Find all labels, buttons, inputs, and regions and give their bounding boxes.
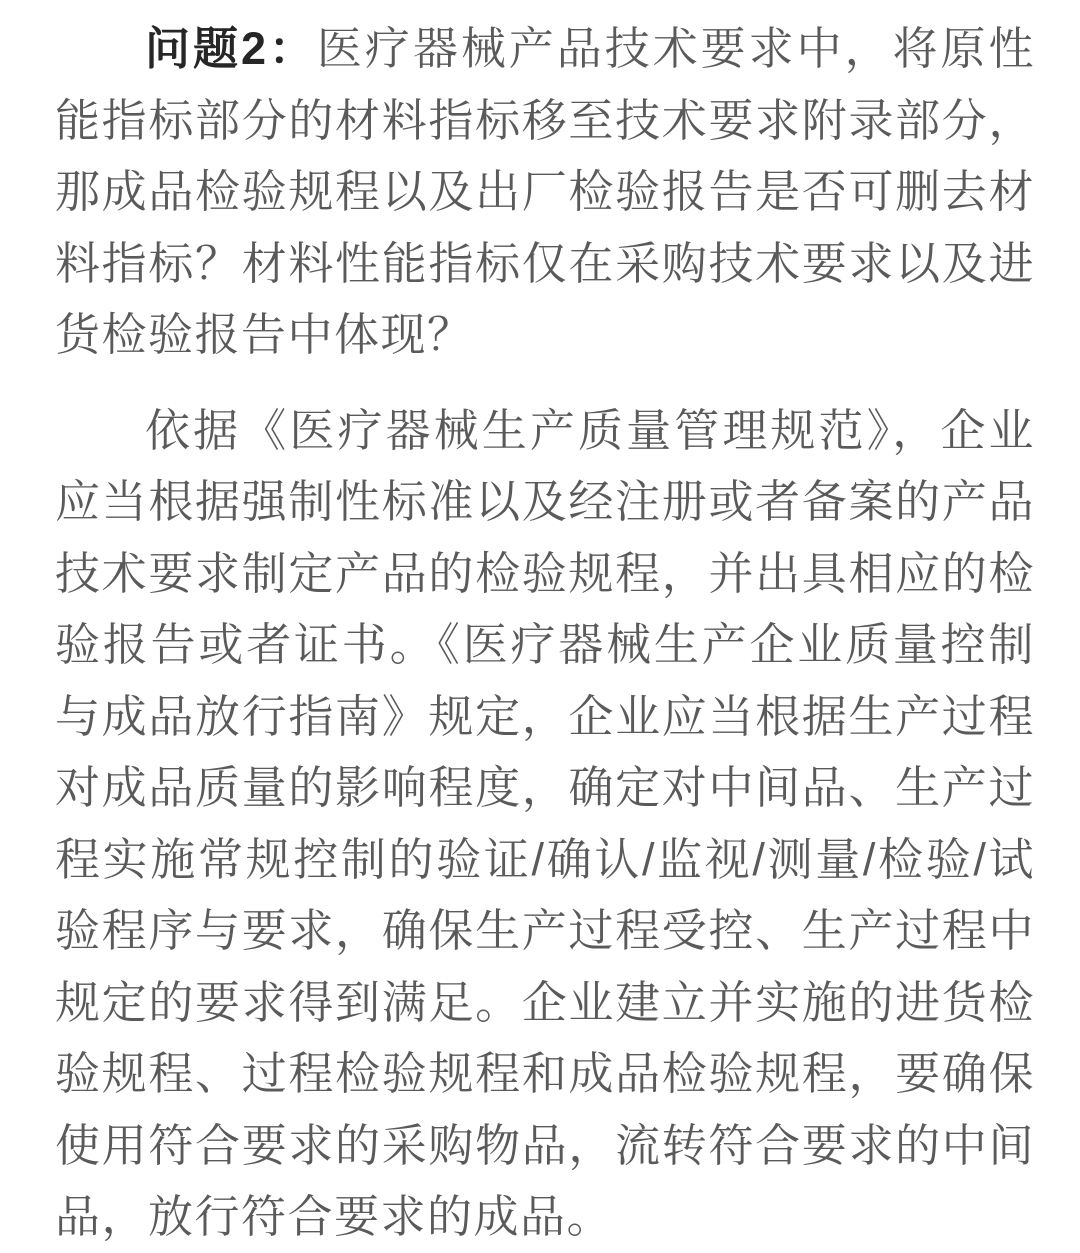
question-paragraph <box>55 13 1035 371</box>
answer-paragraph: 依据《医疗器械生产质量管理规范》，企业应当根据强制性标准以及经注册或者备案的产品技术要求制定产品的检验规程，并出具相应的检验报告或者证书。《医疗器械生产企业质量控制与成品放行指南》规定，企业应当根据生产过程对成品质量的影响程度，确定对中间品、生产过程实施常规控制的验证/确认/监视/测量/检验/试验程序与要求，确保生产过程受控、生产过程中规定的要求得到满足。企业建立并实施的进货检验规程、过程检验规程和成品检验规程，要确保使用符合要求的采购物品，流转符合要求的中间品，放行符合要求的成品。 <box>55 404 1035 1242</box>
question-text: 医疗器械产品技术要求中，将原性能指标部分的材料指标移至技术要求附录部分，那成品检验规程以及出厂检验报告是否可删去材料指标？材料性能指标仅在采购技术要求以及进货检验报告中体现？ <box>55 23 1035 360</box>
question-label: 问题2： <box>145 23 317 74</box>
